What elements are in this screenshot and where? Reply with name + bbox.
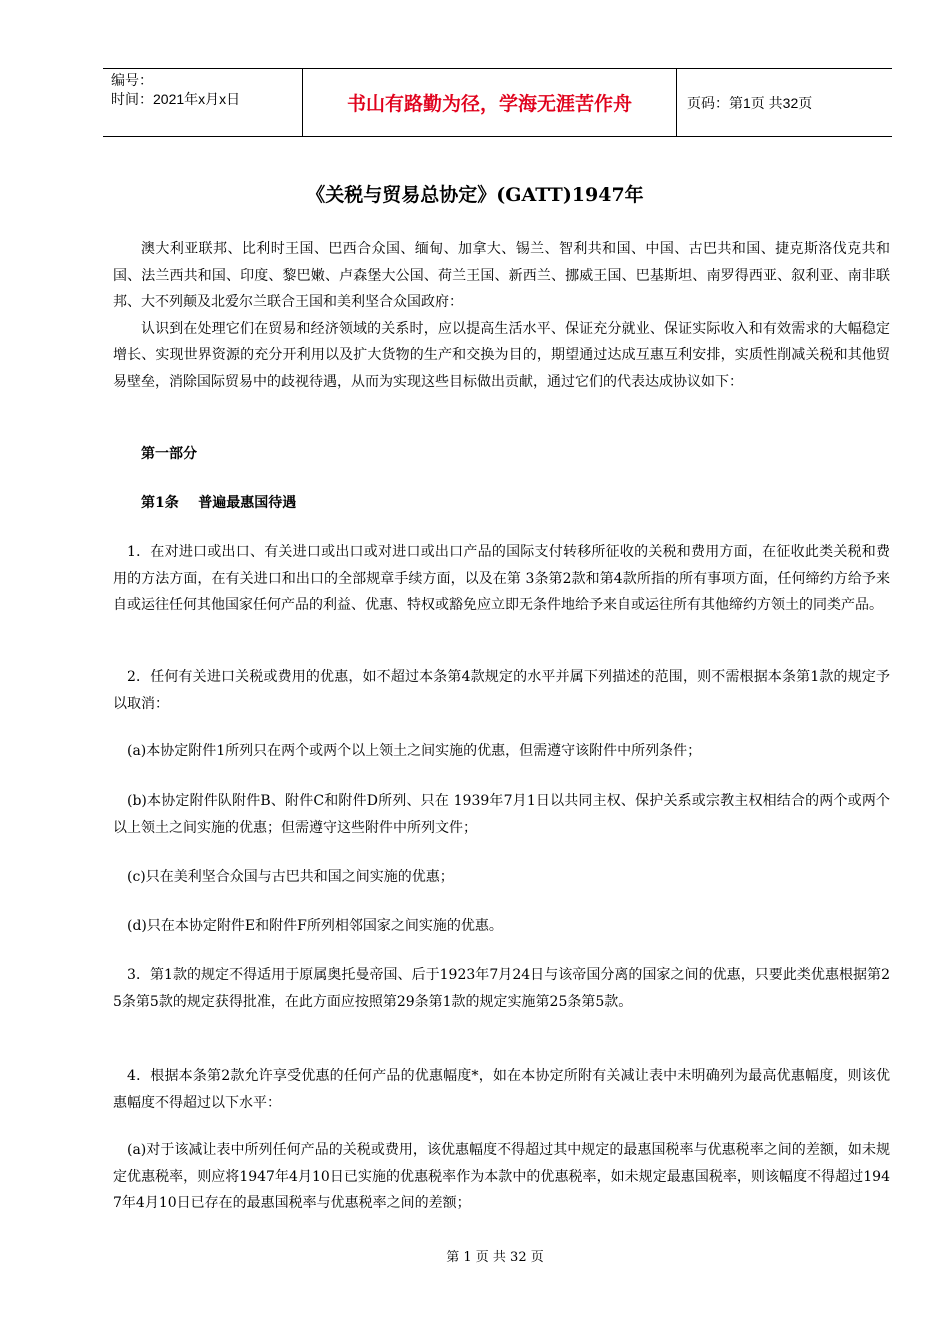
preamble-parties: 澳大利亚联邦、比利时王国、巴西合众国、缅甸、加拿大、锡兰、智利共和国、中国、古巴共和国、捷克斯洛伐克共和国、法兰西共和国、印度、黎巴嫩、卢森堡大公国、荷兰王国、新西兰、挪威王国、巴基斯坦、南罗得西亚、叙利亚、南非联邦、大不列颠及北爱尔兰联合王国和美利坚合众国政府： — [113, 241, 890, 310]
document-time-label: 时间：2021年x月x日 — [111, 91, 241, 107]
paragraph-2-block — [113, 664, 890, 717]
paragraph-4: 4．根据本条第2款允许享受优惠的任何产品的优惠幅度*，如在本协定所附有关减让表中未明确列为最高优惠幅度，则该优惠幅度不得超过以下水平： — [113, 1068, 890, 1111]
preamble-purpose: 认识到在处理它们在贸易和经济领域的关系时，应以提高生活水平、保证充分就业、保证实际收入和有效需求的大幅稳定增长、实现世界资源的充分开利用以及扩大货物的生产和交换为目的，期望通过达成互惠互利安排，实质性削减关税和其他贸易壁垒，消除国际贸易中的歧视待遇，从而为实现这些目标做出贡献，通过它们的代表达成协议如下： — [113, 320, 890, 390]
page-header — [103, 68, 892, 137]
paragraph-2d: (d)只在本协定附件E和附件F所列相邻国家之间实施的优惠。 — [127, 918, 503, 934]
paragraph-2a-block — [113, 738, 890, 765]
document-title: 《关税与贸易总协定》(GATT)1947年 — [306, 184, 644, 206]
paragraph-2d-block — [113, 913, 890, 940]
paragraph-2: 2．任何有关进口关税或费用的优惠，如不超过本条第4款规定的水平并属下列描述的范围，则不需根据本条第1款的规定予以取消： — [113, 669, 890, 712]
paragraph-3-block — [113, 962, 890, 1015]
preamble — [113, 236, 890, 395]
paragraph-3: 3．第1款的规定不得适用于原属奥托曼帝国、后于1923年7月24日与该帝国分离的国家之间的优惠，只要此类优惠根据第25条第5款的规定获得批准，在此方面应按照第29条第1款的规定实施第25条第5款。 — [113, 967, 890, 1010]
paragraph-2c: (c)只在美利坚合众国与古巴共和国之间实施的优惠； — [127, 869, 454, 885]
paragraph-1-block — [113, 539, 890, 619]
paragraph-1: 1．在对进口或出口、有关进口或出口或对进口或出口产品的国际支付转移所征收的关税和费用方面，在征收此类关税和费用的方法方面，在有关进口和出口的全部规章手续方面，以及在第 3条第2款和第4款所指的所有事项方面，任何缔约方给予来自或运往任何其他国家任何产品的利益、优惠、特权或豁免应立即无条件地给予来自或运往所有其他缔约方领土的同类产品。 — [113, 544, 890, 613]
part-heading-block — [113, 441, 890, 468]
paragraph-2c-block — [113, 864, 890, 891]
paragraph-2b-block — [113, 788, 890, 841]
article-heading-block — [113, 490, 890, 517]
header-meta — [103, 69, 303, 136]
header-page-info: 页码：第1页 共32页 — [687, 94, 813, 111]
paragraph-2b: (b)本协定附件队附件B、附件C和附件D所列、只在 1939年7月1日以共同主权、保护关系或宗教主权相结合的两个或两个以上领土之间实施的优惠；但需遵守这些附件中所列文件； — [113, 793, 890, 836]
page-footer: 第 1 页 共 32 页 — [446, 1250, 544, 1265]
paragraph-2a: (a)本协定附件1所列只在两个或两个以上领土之间实施的优惠，但需遵守该附件中所列条件； — [127, 743, 702, 759]
paragraph-4a: (a)对于该减让表中所列任何产品的关税或费用，该优惠幅度不得超过其中规定的最惠国税率与优惠税率之间的差额，如未规定优惠税率，则应将1947年4月10日已实施的优惠税率作为本款中的优惠税率，如未规定最惠国税率，则该幅度不得超过1947年4月10日已存在的最惠国税率与优惠税率之间的差额； — [113, 1142, 890, 1211]
article-heading: 第1条 普遍最惠国待遇 — [141, 495, 297, 511]
part-heading: 第一部分 — [141, 446, 197, 462]
header-motto: 书山有路勤为径，学海无涯苦作舟 — [303, 69, 677, 136]
paragraph-4a-block — [113, 1137, 890, 1217]
paragraph-4-block — [113, 1063, 890, 1116]
document-number-label: 编号： — [111, 72, 153, 88]
